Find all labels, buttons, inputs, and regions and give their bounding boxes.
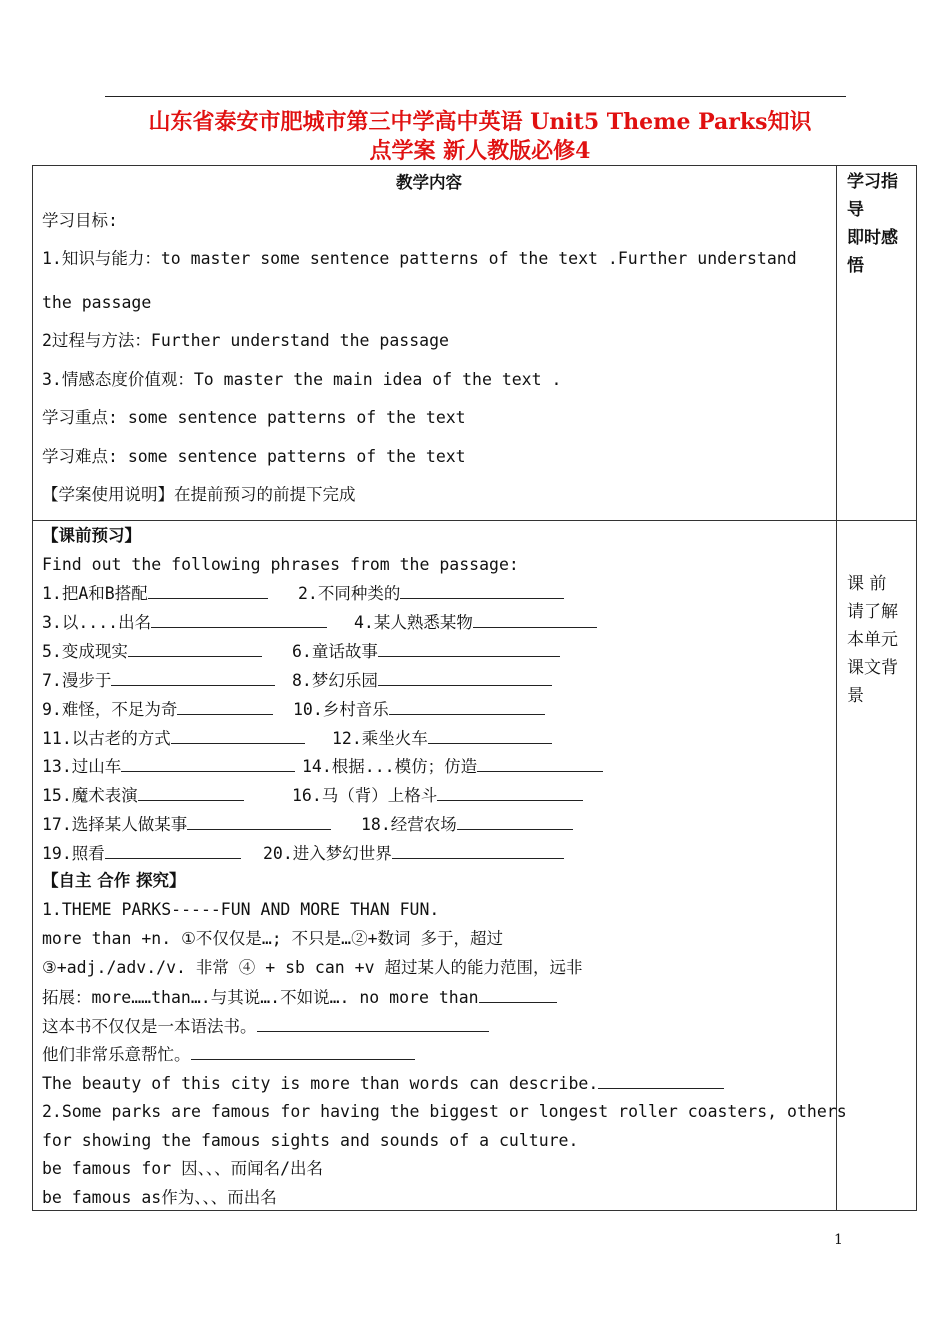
item2-line-d: be famous as作为、、、而出名 <box>42 1188 277 1207</box>
column-divider <box>836 165 837 1211</box>
item2-line-a: 2.Some parks are famous for having the biggest or longest roller coasters, others <box>42 1102 847 1121</box>
answer-blank[interactable] <box>187 813 331 830</box>
answer-blank[interactable] <box>105 842 241 859</box>
answer-blank[interactable] <box>400 582 564 599</box>
answer-blank[interactable] <box>111 669 275 686</box>
answer-blank[interactable] <box>128 640 262 657</box>
phrase-row-8b: 16.马（背）上格斗 <box>292 784 583 807</box>
item1-example-2: 他们非常乐意帮忙。 <box>42 1043 415 1066</box>
answer-blank[interactable] <box>479 986 557 1003</box>
item1-example-1: 这本书不仅仅是一本语法书。 <box>42 1015 489 1038</box>
usage-note: 【学案使用说明】在提前预习的前提下完成 <box>42 485 356 504</box>
answer-blank[interactable] <box>437 784 583 801</box>
answer-blank[interactable] <box>389 698 545 715</box>
answer-blank[interactable] <box>477 755 603 772</box>
phrase-row-2: 3.以....出名 <box>42 611 327 634</box>
phrase-row-1b: 2.不同种类的 <box>298 582 564 605</box>
item2-line-b: for showing the famous sights and sounds of a culture. <box>42 1131 579 1150</box>
phrase-row-4: 7.漫步于 <box>42 669 275 692</box>
phrase-row-4b: 8.梦幻乐园 <box>292 669 552 692</box>
phrase-row-8: 15.魔术表演 <box>42 784 244 807</box>
item1-example-3: The beauty of this city is more than words can describe. <box>42 1072 724 1095</box>
goal-3: 3.情感态度价值观：To master the main idea of the text . <box>42 370 562 389</box>
title-line-1: 山东省泰安市肥城市第三中学高中英语 Unit5 Theme Parks知识 <box>148 109 812 135</box>
phrase-row-9b: 18.经营农场 <box>361 813 573 836</box>
item1-line1: more than +n. ①不仅仅是…; 不只是…②+数词 多于，超过 <box>42 929 503 948</box>
item2-line-c: be famous for 因、、、而闻名/出名 <box>42 1159 324 1178</box>
answer-blank[interactable] <box>598 1072 724 1089</box>
side-guide-label: 学习指 导 即时感 悟 <box>847 172 898 276</box>
item1-title: 1.THEME PARKS-----FUN AND MORE THAN FUN. <box>42 900 440 919</box>
document-title <box>100 108 860 166</box>
phrase-row-5b: 10.乡村音乐 <box>293 698 545 721</box>
answer-blank[interactable] <box>392 842 564 859</box>
phrase-row-7b: 14.根据...模仿；仿造 <box>302 755 603 778</box>
header-rule <box>105 96 846 97</box>
item1-line2: ③+adj./adv./v. 非常 ④ + sb can +v 超过某人的能力范围，远非 <box>42 958 583 977</box>
answer-blank[interactable] <box>148 582 268 599</box>
answer-blank[interactable] <box>177 698 273 715</box>
phrase-row-3: 5.变成现实 <box>42 640 262 663</box>
goal-1b: the passage <box>42 293 152 312</box>
preview-instruction: Find out the following phrases from the passage: <box>42 555 519 574</box>
key-point: 学习重点: some sentence patterns of the text <box>42 408 466 427</box>
answer-blank[interactable] <box>121 755 295 772</box>
answer-blank[interactable] <box>378 669 552 686</box>
row-divider <box>32 520 917 521</box>
item1-line3: 拓展：more……than….与其说….不如说…. no more than <box>42 986 557 1009</box>
answer-blank[interactable] <box>473 611 597 628</box>
answer-blank[interactable] <box>191 1043 415 1060</box>
phrase-row-7: 13.过山车 <box>42 755 295 778</box>
page-number: 1 <box>834 1232 843 1248</box>
answer-blank[interactable] <box>428 727 552 744</box>
title-line-2: 点学案 新人教版必修4 <box>369 138 591 164</box>
answer-blank[interactable] <box>138 784 244 801</box>
phrase-row-6b: 12.乘坐火车 <box>332 727 552 750</box>
phrase-row-10b: 20.进入梦幻世界 <box>263 842 564 865</box>
answer-blank[interactable] <box>257 1015 489 1032</box>
phrase-row-6: 11.以古老的方式 <box>42 727 305 750</box>
phrase-row-1: 1.把A和B搭配 <box>42 582 268 605</box>
side-note: 课 前 请了解 本单元 课文背 景 <box>847 574 898 706</box>
phrase-row-10: 19.照看 <box>42 842 241 865</box>
answer-blank[interactable] <box>171 727 305 744</box>
phrase-row-9: 17.选择某人做某事 <box>42 813 331 836</box>
preview-heading: 【课前预习】 <box>42 526 141 545</box>
answer-blank[interactable] <box>378 640 560 657</box>
phrase-row-5: 9.难怪，不足为奇 <box>42 698 273 721</box>
answer-blank[interactable] <box>151 611 327 628</box>
phrase-row-3b: 6.童话故事 <box>292 640 560 663</box>
goal-heading: 学习目标: <box>42 211 118 230</box>
goal-2: 2过程与方法：Further understand the passage <box>42 331 449 350</box>
goal-1a: 1.知识与能力：to master some sentence patterns of the text .Further understand <box>42 249 797 268</box>
phrase-row-2b: 4.某人熟悉某物 <box>354 611 597 634</box>
explore-heading: 【自主 合作 探究】 <box>42 871 186 890</box>
difficulty: 学习难点: some sentence patterns of the text <box>42 447 466 466</box>
content-header: 教学内容 <box>396 173 462 192</box>
answer-blank[interactable] <box>457 813 573 830</box>
